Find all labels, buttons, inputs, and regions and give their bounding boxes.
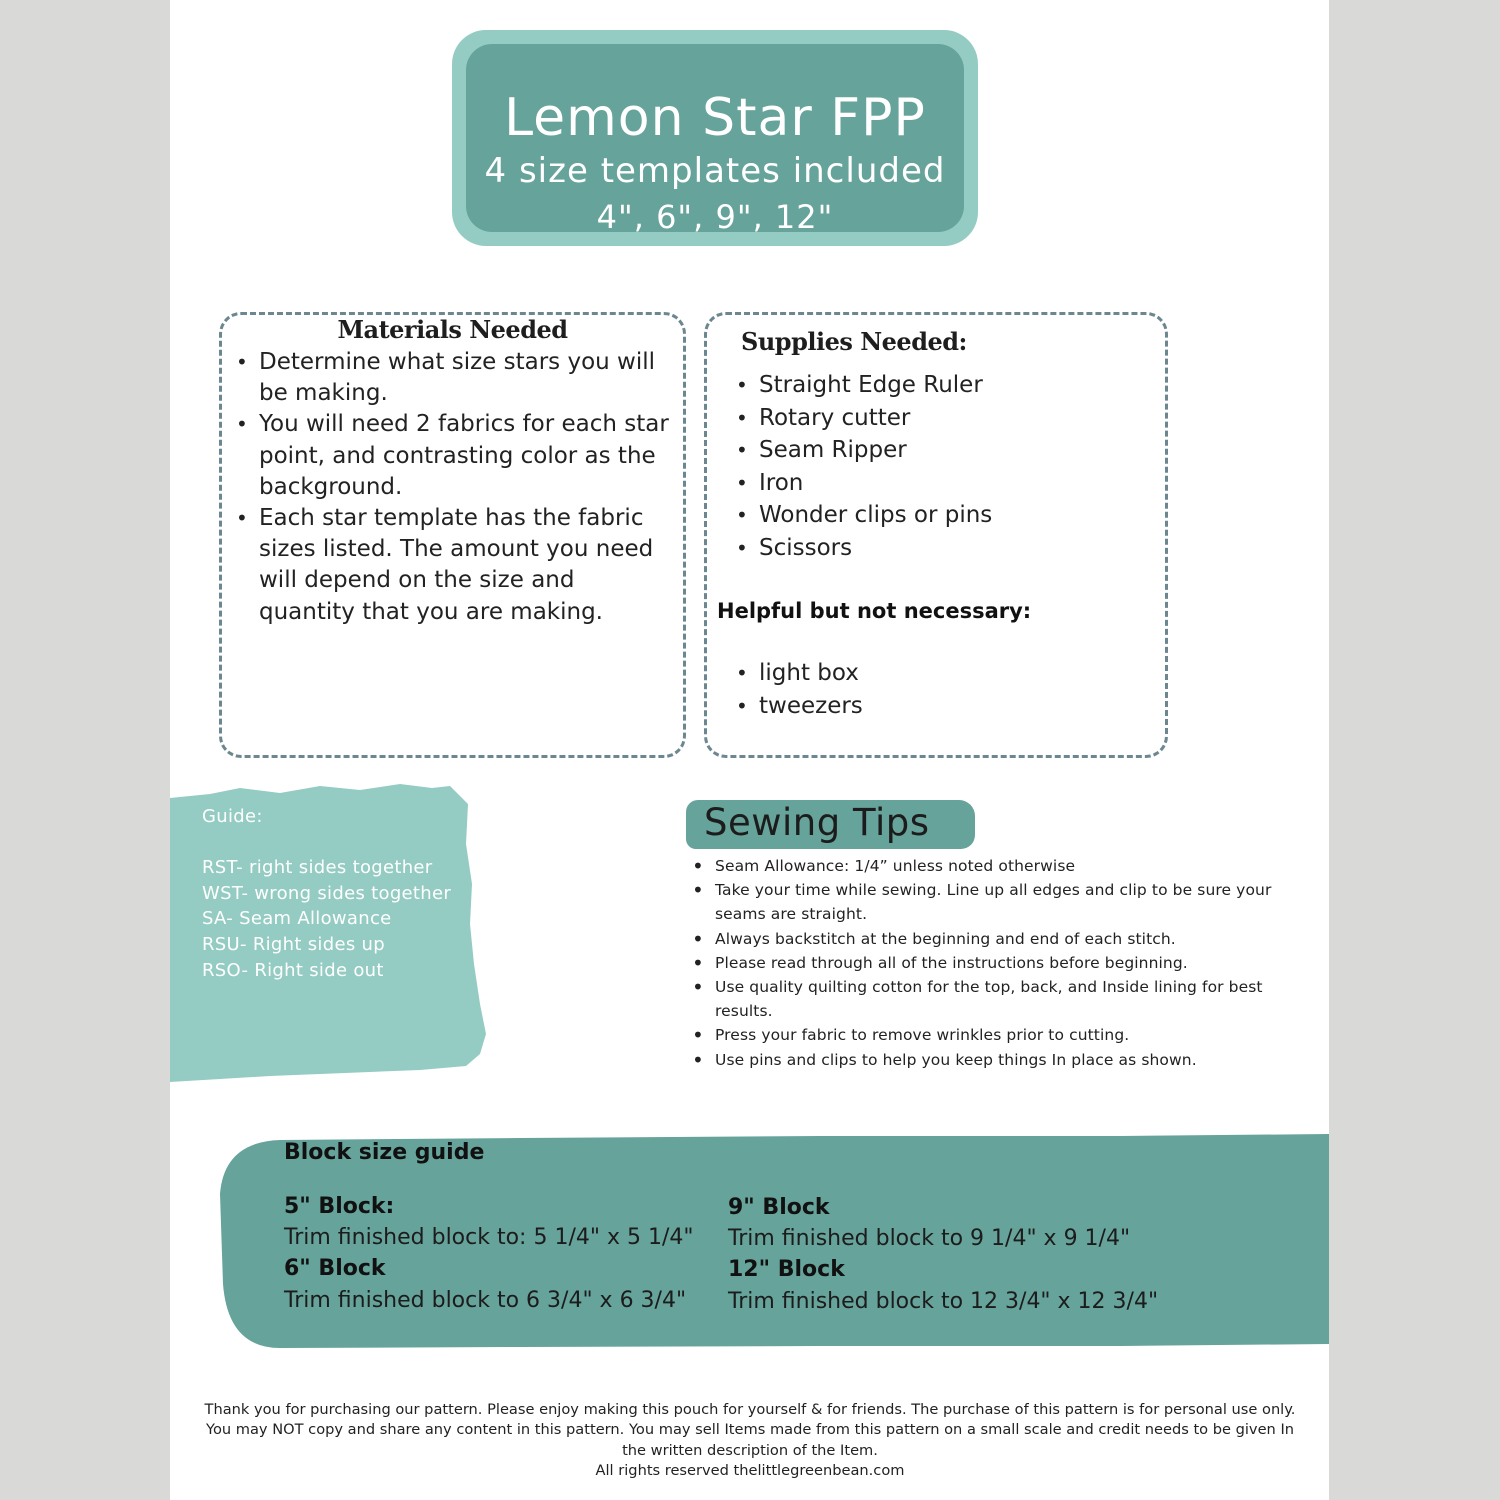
guide-item: WST- wrong sides together (202, 882, 452, 904)
page-subtitle: 4 size templates included (484, 151, 946, 191)
list-item-text: You will need 2 fabrics for each star point, and contrasting color as the background. (259, 411, 669, 500)
list-item (692, 1023, 1305, 1048)
supplies-heading: Supplies Needed: (741, 327, 967, 356)
block-12-trim: Trim finished block to 12 3/4" x 12 3/4" (728, 1289, 1159, 1314)
list-item (692, 975, 1305, 1023)
list-item (692, 854, 1305, 878)
supplies-list (736, 369, 1139, 565)
list-item (692, 878, 1305, 926)
list-item-text: Always backstitch at the beginning and end of each stitch. (715, 929, 1176, 948)
page-title: Lemon Star FPP (504, 88, 926, 148)
bullet-icon: • (236, 412, 248, 437)
list-item-text: Iron (759, 469, 804, 496)
block-guide-heading: Block size guide (284, 1140, 485, 1165)
list-item-text: Straight Edge Ruler (759, 372, 983, 398)
block-5-trim: Trim finished block to: 5 1/4" x 5 1/4" (284, 1225, 694, 1250)
bullet-icon: • (236, 350, 248, 374)
list-item (736, 467, 1139, 500)
list-item (692, 950, 1305, 975)
block-6-heading: 6" Block (284, 1256, 386, 1281)
footer (200, 1400, 1300, 1482)
list-item-text: Seam Allowance: 1/4” unless noted otherwise (715, 857, 1076, 875)
list-item-text: Scissors (759, 534, 853, 561)
bullet-icon: • (736, 373, 748, 397)
template-sizes: 4", 6", 9", 12" (596, 198, 834, 236)
list-item (236, 503, 669, 628)
block-9-heading: 9" Block (728, 1195, 830, 1220)
list-item-text: Use pins and clips to help you keep things In place as shown. (715, 1050, 1197, 1069)
list-item (736, 369, 1139, 402)
bullet-icon: • (692, 854, 704, 878)
helpful-list (736, 657, 1139, 722)
list-item (736, 690, 1139, 723)
supplies-box (704, 312, 1168, 758)
guide-item: RSU- Right sides up (202, 933, 385, 955)
list-item-text: Determine what size stars you will be making. (259, 349, 656, 407)
bullet-icon: • (736, 535, 748, 560)
guide-item: SA- Seam Allowance (202, 908, 392, 930)
pattern-page (170, 0, 1329, 1500)
block-6-trim: Trim finished block to 6 3/4" x 6 3/4" (284, 1288, 687, 1313)
bullet-icon: • (736, 503, 748, 528)
bullet-icon: • (736, 405, 748, 430)
guide-item: RST- right sides together (202, 857, 433, 879)
list-item-text: Use quality quilting cotton for the top, back, and Inside lining for best results. (715, 978, 1263, 1021)
guide-item: RSO- Right side out (202, 959, 384, 981)
bullet-icon: • (236, 506, 248, 531)
footer-copyright: All rights reserved thelittlegreenbean.com (595, 1462, 905, 1480)
list-item-text: Each star template has the fabric sizes listed. The amount you need will depend on the size and quantity that you are making. (259, 505, 654, 625)
bullet-icon: • (736, 693, 748, 718)
guide-text (202, 804, 451, 983)
list-item (736, 402, 1139, 435)
bullet-icon: • (736, 661, 748, 685)
materials-list (236, 347, 669, 628)
bullet-icon: • (692, 1023, 704, 1048)
bullet-icon: • (736, 470, 748, 495)
list-item (692, 926, 1305, 951)
bullet-icon: • (692, 975, 704, 1000)
materials-heading: Materials Needed (337, 315, 568, 344)
sewing-tips-list (692, 854, 1305, 1072)
bullet-icon: • (692, 926, 704, 951)
bullet-icon: • (692, 950, 704, 975)
list-item (736, 499, 1139, 532)
list-item (736, 532, 1139, 565)
list-item (236, 347, 669, 409)
bullet-icon: • (692, 878, 704, 903)
list-item-text: light box (759, 660, 859, 686)
helpful-heading: Helpful but not necessary: (717, 599, 1032, 623)
title-banner (452, 30, 978, 246)
list-item-text: Press your fabric to remove wrinkles prior to cutting. (715, 1026, 1130, 1045)
bullet-icon: • (736, 438, 748, 463)
title-banner-inner (466, 44, 964, 236)
list-item-text: Rotary cutter (759, 404, 911, 431)
list-item-text: Please read through all of the instructions before beginning. (715, 953, 1188, 972)
footer-disclaimer: Thank you for purchasing our pattern. Please enjoy making this pouch for yourself & for friends. The purchase of this pattern is for personal use only. You may NOT copy and share any content in this pattern. You may sell Items made from this pattern on a small scale and credit needs to be given In the written description of the Item. (204, 1401, 1296, 1459)
block-5-heading: 5" Block: (284, 1194, 395, 1219)
block-9-trim: Trim finished block to 9 1/4" x 9 1/4" (728, 1226, 1131, 1251)
guide-heading: Guide: (202, 806, 263, 827)
list-item (692, 1047, 1305, 1072)
list-item-text: Seam Ripper (759, 437, 907, 464)
bullet-icon: • (692, 1047, 704, 1072)
sewing-tips-heading: Sewing Tips (704, 801, 930, 844)
materials-box (219, 312, 686, 758)
list-item (736, 434, 1139, 467)
list-item-text: Take your time while sewing. Line up all edges and clip to be sure your seams are straight. (715, 881, 1272, 924)
guide-spacer (202, 830, 451, 856)
list-item (236, 409, 669, 503)
block-12-heading: 12" Block (728, 1257, 845, 1282)
list-item-text: Wonder clips or pins (759, 502, 993, 529)
list-item (736, 657, 1139, 690)
sewing-tips-badge (686, 800, 975, 849)
list-item-text: tweezers (759, 692, 863, 719)
